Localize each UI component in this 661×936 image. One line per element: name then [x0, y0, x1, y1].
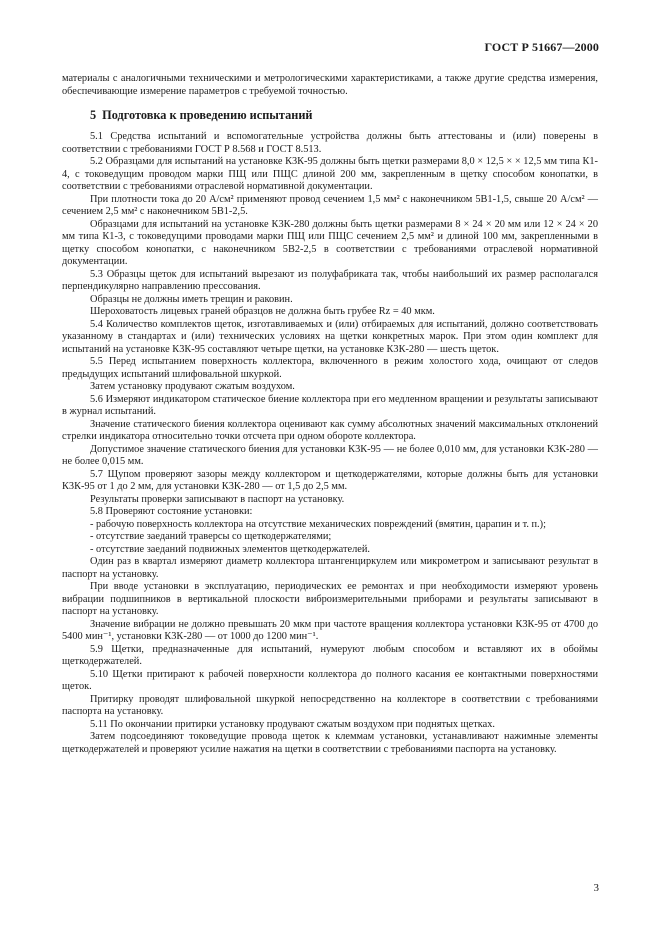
paragraph-vibration-limit: Значение вибрации не должно превышать 20 мкм при частоте вращения коллектора установки К3К-95 от 4700 до 5400 мин⁻¹, установки К3К-280 — от 1000 до 1200 мин⁻¹. — [62, 618, 598, 642]
continued-paragraph: материалы с аналогичными техническими и метрологическими характеристиками, а также другие средства измерения, обеспечивающие измерение параметров с требуемой точностью. — [62, 73, 598, 97]
section-number: 5 — [90, 108, 97, 122]
paragraph-runout-value: Значение статического биения коллектора оценивают как сумму абсолютных значений максимальных отклонений стрелки индикатора относительно точки отсчета при одном обороте коллектора. — [62, 418, 598, 442]
section-title: Подготовка к проведению испытаний — [102, 108, 313, 122]
paragraph-5-11: 5.11 По окончании притирки установку продувают сжатым воздухом при поднятых щетках. — [90, 718, 495, 730]
paragraph-5-6: 5.6 Измеряют индикатором статическое биение коллектора при его медленном вращении и результаты записывают в журнал испытаний. — [62, 393, 598, 417]
paragraph-no-cracks: Образцы не должны иметь трещин и раковин. — [90, 293, 293, 305]
paragraph-lapping: Притирку проводят шлифовальной шкуркой непосредственно на коллекторе в соответствии с требованиями паспорта на установку. — [62, 693, 598, 717]
paragraph-5-3: 5.3 Образцы щеток для испытаний вырезают из полуфабриката так, чтобы наибольший их размер располагался перпендикулярно направлению прессования. — [62, 268, 598, 292]
page-number: 3 — [593, 882, 599, 894]
paragraph-5-2: 5.2 Образцами для испытаний на установке К3К-95 должны быть щетки размерами 8,0 × 12,5 × × 12,5 мм типа К1-4, с токоведущим проводом марки ПЩ или ПЩС длиной 200 мм, закрепленным в щетку способом конопатки, в соответствии с требованиями отраслевой нормативной документации. — [62, 156, 598, 192]
paragraph-quarterly-measure: Один раз в квартал измеряют диаметр коллектора штангенциркулем или микрометром и записывают результат в паспорт на установку. — [62, 556, 598, 580]
paragraph-5-7: 5.7 Щупом проверяют зазоры между коллектором и щеткодержателями, которые должны быть для установки К3К-95 от 1 до 2 мм, для установки К3К-280 — от 1,5 до 2,5 мм. — [62, 468, 598, 492]
paragraph-connect-wires: Затем подсоединяют токоведущие провода щеток к клеммам установки, устанавливают нажимные элементы щеткодержателей и проверяют усилие нажатия на щетки в соответствии с требованиями паспорта на установку. — [62, 731, 598, 755]
list-item-moving-elements: - отсутствие заеданий подвижных элементов щеткодержателей. — [90, 543, 370, 555]
page-content — [62, 73, 598, 756]
paragraph-k3k-280-samples: Образцами для испытаний на установке К3К-280 должны быть щетки размерами 8 × 24 × 20 мм или 12 × 24 × 20 мм типа К1-3, с токоведущими проводами марки ПЩ или ПЩС сечением 2,5 мм² и длиной 100 мм, закрепленными в щетку способом конопатки, с наконечником 5В2-2,5 в соответствии с требованиями отраслевой нормативной документации. — [62, 218, 598, 267]
paragraph-5-10: 5.10 Щетки притирают к рабочей поверхности коллектора до полного касания ее контактными поверхностями щеток. — [62, 668, 598, 692]
paragraph-5-1: 5.1 Средства испытаний и вспомогательные устройства должны быть аттестованы и (или) поверены в соответствии с требованиями ГОСТ Р 8.568 и ГОСТ 8.513. — [62, 131, 598, 155]
paragraph-blow-air: Затем установку продувают сжатым воздухом. — [90, 381, 295, 392]
document-code: ГОСТ Р 51667—2000 — [484, 40, 599, 54]
paragraph-runout-limit: Допустимое значение статического биения для установки К3К-95 — не более 0,010 мм, для установки К3К-280 — не более 0,015 мм. — [62, 443, 598, 467]
paragraph-roughness: Шероховатость лицевых граней образцов не должна быть грубее Rz = 40 мкм. — [90, 306, 435, 317]
paragraph-current-density: При плотности тока до 20 А/см² применяют провод сечением 1,5 мм² с наконечником 5В1-1,5, свыше 20 А/см² — сечением 2,5 мм² с наконечником 5В1-2,5. — [62, 193, 598, 217]
paragraph-vibration-check: При вводе установки в эксплуатацию, периодических ее ремонтах и при необходимости измеряют уровень вибрации подшипников в вертикальной плоскости виброизмерительными приборами и результаты записывают в паспорт на установку. — [62, 581, 598, 617]
paragraph-5-8: 5.8 Проверяют состояние установки: — [90, 506, 253, 517]
paragraph-5-5: 5.5 Перед испытанием поверхность коллектора, включенного в режим холостого хода, очищают от следов предыдущих испытаний шлифовальной шкуркой. — [62, 356, 598, 380]
paragraph-5-9: 5.9 Щетки, предназначенные для испытаний, нумеруют любым способом и вставляют их в обоймы щеткодержателей. — [62, 643, 598, 667]
section-heading — [62, 108, 598, 122]
paragraph-check-results: Результаты проверки записывают в паспорт на установку. — [90, 493, 345, 505]
list-item-collector-surface: - рабочую поверхность коллектора на отсутствие механических повреждений (вмятин, царапин и т. п.); — [90, 518, 546, 530]
paragraph-5-4: 5.4 Количество комплектов щеток, изготавливаемых и (или) отбираемых для испытаний, должно соответствовать указанному в стандартах и (или) технических условиях на щетки конкретных марок. При этом один комплект для испытаний на установке К3К-95 составляют четыре щетки, на установке К3К-280 — шесть щеток. — [62, 318, 598, 355]
list-item-traverse: - отсутствие заеданий траверсы со щеткодержателями; — [90, 531, 332, 542]
